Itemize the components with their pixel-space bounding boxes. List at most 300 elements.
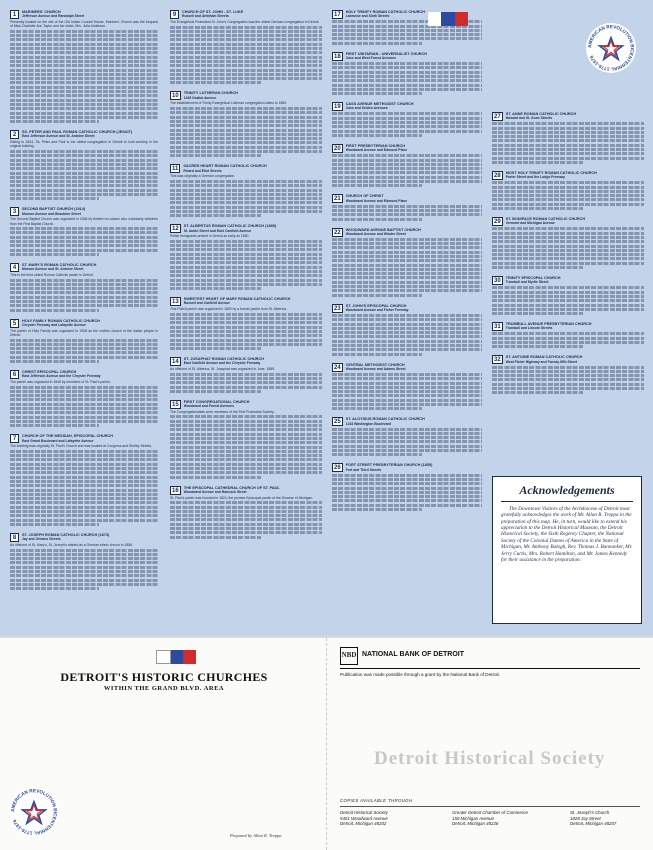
copies-heading: COPIES AVAILABLE THROUGH xyxy=(340,798,413,803)
location-name: St. Joseph's Church xyxy=(570,810,610,815)
text-line xyxy=(170,43,322,46)
text-line xyxy=(10,249,158,252)
text-line xyxy=(10,587,99,590)
text-line xyxy=(492,262,644,265)
text-line xyxy=(332,184,422,187)
text-line xyxy=(10,253,99,256)
text-line xyxy=(10,501,158,504)
text-line xyxy=(332,508,422,511)
text-line xyxy=(492,286,644,289)
text-line xyxy=(170,420,322,423)
text-line xyxy=(332,213,482,216)
church-name: ST. JOSAPHAT ROMAN CATHOLIC CHURCH xyxy=(183,357,264,362)
text-line xyxy=(170,424,322,427)
church-entry xyxy=(492,217,644,269)
text-line xyxy=(332,268,482,271)
church-description-lines xyxy=(332,373,482,410)
church-description: The parish of Holy Family was organized in 1908 as the mother church of the Italian people in Detroit. xyxy=(10,328,158,337)
church-description-lines xyxy=(492,332,644,348)
text-line xyxy=(10,514,158,517)
divider xyxy=(501,501,633,502)
church-address: Woodward Avenue and Adams Street xyxy=(345,366,406,371)
church-column-2 xyxy=(170,10,322,546)
church-entry xyxy=(170,486,322,539)
text-line xyxy=(332,403,482,406)
location-name: Greater Detroit Chamber of Commerce xyxy=(452,810,528,815)
text-line xyxy=(492,144,644,147)
church-name: TRINITY EPISCOPAL CHURCH xyxy=(505,276,561,281)
text-line xyxy=(170,531,322,534)
church-entry xyxy=(170,357,322,393)
church-number-badge: 2 xyxy=(10,130,19,139)
church-description-lines xyxy=(332,428,482,457)
text-line xyxy=(332,348,482,351)
text-line xyxy=(492,186,644,189)
church-address: Woodward Avenue and Hancock Street xyxy=(183,489,247,494)
text-line xyxy=(10,458,158,461)
text-line xyxy=(332,335,482,338)
text-line xyxy=(170,458,322,461)
church-number-badge: 29 xyxy=(494,219,501,226)
church-entry xyxy=(170,10,322,84)
text-line xyxy=(332,251,482,254)
text-line xyxy=(170,197,322,200)
text-line xyxy=(332,112,482,115)
text-line xyxy=(332,478,482,481)
text-line xyxy=(170,240,322,243)
church-description-lines xyxy=(170,313,322,350)
church-address: Fort and Third Streets xyxy=(345,467,382,472)
text-line xyxy=(332,92,422,95)
location-street: 5401 Woodward Avenue xyxy=(340,815,388,821)
text-line xyxy=(170,154,261,157)
church-entry xyxy=(332,417,482,456)
text-line xyxy=(10,120,99,123)
church-number-badge: 26 xyxy=(334,465,341,472)
sponsor-name: NATIONAL BANK OF DETROIT xyxy=(362,651,465,658)
church-address: Jefferson Avenue and Randolph Street xyxy=(22,14,85,19)
church-description-lines xyxy=(10,549,158,591)
text-line xyxy=(10,561,158,564)
text-line xyxy=(170,386,322,389)
church-entry-header xyxy=(170,297,322,306)
text-line xyxy=(332,79,482,82)
church-description-lines xyxy=(10,339,158,363)
bicentennial-emblem-icon xyxy=(585,22,637,74)
church-description-lines xyxy=(170,240,322,290)
text-line xyxy=(332,445,482,448)
text-line xyxy=(10,557,158,560)
text-line xyxy=(10,300,158,303)
text-line xyxy=(170,244,322,247)
church-entry-header xyxy=(332,194,482,203)
text-line xyxy=(492,203,644,206)
location-3 xyxy=(570,810,616,827)
text-line xyxy=(10,116,158,119)
text-line xyxy=(492,370,644,373)
church-number-badge: 3 xyxy=(10,207,19,216)
text-line xyxy=(10,566,158,569)
text-line xyxy=(170,133,322,136)
text-line xyxy=(170,77,322,80)
text-line xyxy=(492,337,644,340)
church-entry-header xyxy=(170,357,322,366)
text-line xyxy=(170,26,322,29)
church-entry-header xyxy=(492,276,644,285)
church-number-badge: 24 xyxy=(334,364,341,371)
svg-text:AMERICAN REVOLUTION BICENTENNI: AMERICAN REVOLUTION BICENTENNIAL 1776-1976 xyxy=(10,788,58,836)
church-name: CHURCH OF CHRIST xyxy=(345,194,384,199)
text-line xyxy=(332,436,482,439)
church-description-lines xyxy=(332,112,482,136)
church-entry-header xyxy=(332,463,482,472)
text-line xyxy=(332,453,422,456)
text-line xyxy=(10,574,158,577)
church-name: FORT STREET PRESBYTERIAN CHURCH (1855) xyxy=(345,463,433,468)
text-line xyxy=(492,253,644,256)
church-address: St. Aubin Street and East Canfield Avenue xyxy=(183,228,252,233)
church-name: SWEETEST HEART OF MARY ROMAN CATHOLIC CHURCH xyxy=(183,297,291,302)
church-entry-header xyxy=(332,304,482,313)
church-description-lines xyxy=(332,314,482,356)
church-name: TRUMBULL AVENUE PRESBYTERIAN CHURCH xyxy=(505,322,592,327)
text-line xyxy=(170,64,322,67)
text-line xyxy=(170,141,322,144)
church-number-badge: 25 xyxy=(334,419,341,426)
church-entry-header xyxy=(170,400,322,409)
church-entry xyxy=(10,10,158,123)
text-line xyxy=(170,463,322,466)
church-address: Monroe Avenue and St. Antoine Street xyxy=(22,267,84,272)
sponsor-note: Publication was made possible through a grant by the National Bank of Detroit. xyxy=(340,672,501,677)
text-line xyxy=(170,433,322,436)
church-address: Woodward Avenue and Edmund Place xyxy=(345,148,408,153)
church-entry xyxy=(170,164,322,217)
text-line xyxy=(332,259,482,262)
text-line xyxy=(170,214,261,217)
church-description-lines xyxy=(492,181,644,210)
church-description: Presently located on the site of the Old Indian Council House, Mariners' Church was the bequest of Miss Charlotte Ann Taylor and her sister, Mrs. Julia Anderson. xyxy=(10,20,158,29)
text-line xyxy=(170,124,322,127)
church-number-badge: 9 xyxy=(170,10,179,19)
text-line xyxy=(170,146,322,149)
text-line xyxy=(170,193,322,196)
text-line xyxy=(170,501,322,504)
church-description-lines xyxy=(332,238,482,297)
acknowledgements-title: Acknowledgements xyxy=(519,483,615,497)
text-line xyxy=(332,242,482,245)
church-name: WOODWARD AVENUE BAPTIST CHURCH xyxy=(345,227,421,232)
church-description-lines xyxy=(492,286,644,315)
church-description: Dating to 1844, Ss. Peter and Paul is the oldest congregation in Detroit to hold worship in the original building. xyxy=(10,140,158,149)
text-line xyxy=(10,38,158,41)
text-line xyxy=(332,482,482,485)
church-description-lines xyxy=(332,62,482,95)
text-line xyxy=(10,86,158,89)
text-line xyxy=(332,167,482,170)
text-line xyxy=(492,304,644,307)
text-line xyxy=(10,64,158,67)
text-line xyxy=(492,207,583,210)
text-line xyxy=(10,450,158,453)
text-line xyxy=(170,287,261,290)
text-line xyxy=(10,579,158,582)
text-line xyxy=(492,295,644,298)
text-line xyxy=(492,266,583,269)
church-entry-header xyxy=(10,319,158,328)
church-number-badge: 30 xyxy=(494,278,501,285)
text-line xyxy=(10,411,158,414)
church-address: Woodward Avenue and Fisher Freeway xyxy=(345,307,409,312)
text-line xyxy=(10,351,158,354)
flag-graphic xyxy=(156,650,196,664)
text-line xyxy=(10,360,99,363)
text-line xyxy=(10,236,158,239)
text-line xyxy=(170,248,322,251)
church-number-badge: 22 xyxy=(334,229,341,236)
text-line xyxy=(170,266,322,269)
text-line xyxy=(332,255,482,258)
text-line xyxy=(170,73,322,76)
church-description-lines xyxy=(170,501,322,538)
text-line xyxy=(170,69,322,72)
text-line xyxy=(10,167,158,170)
church-number-badge: 11 xyxy=(172,166,179,173)
church-name: THE EPISCOPAL CATHEDRAL CHURCH OF ST. PAUL xyxy=(183,485,280,490)
text-line xyxy=(492,312,583,315)
church-name: MOST HOLY TRINITY ROMAN CATHOLIC CHURCH xyxy=(505,170,597,175)
text-line xyxy=(170,326,322,329)
church-entry-header xyxy=(10,533,158,542)
text-line xyxy=(332,246,482,249)
text-line xyxy=(10,506,158,509)
church-address: Rivard and Eliot Streets xyxy=(183,168,222,173)
text-line xyxy=(10,283,158,286)
text-line xyxy=(170,107,322,110)
text-line xyxy=(10,467,158,470)
text-line xyxy=(170,257,322,260)
text-line xyxy=(170,506,322,509)
text-line xyxy=(332,323,482,326)
text-line xyxy=(170,428,322,431)
church-name: CENTRAL METHODIST CHURCH xyxy=(345,362,405,367)
church-column-1 xyxy=(10,10,158,597)
text-line xyxy=(332,440,482,443)
acknowledgements-text: The Downtown Visitors of the Archdiocese of Detroit most gratefully acknowledges the work of Mr. Allan R. Treppa in the preparation of this map. He, in turn, would like to extend his appreciation to the Detroit Historical Museum, the Detroit Historical Society, the Sixth Regency Chapter, the National Society of the Colonial Dames of America in the State of Michigan, Mr. Anthony Balogh, Rev. Thomas J. Bannanker, Mr. Jerry Curtis, Mrs. Robert Hamilton, and Mr. James Kennedy for their assistance in the preparation. xyxy=(501,505,633,564)
svg-text:AMERICAN REVOLUTION BICENTENNI: AMERICAN REVOLUTION BICENTENNIAL 1776-1976 xyxy=(587,24,635,72)
text-line xyxy=(332,353,422,356)
text-line xyxy=(332,344,482,347)
text-line xyxy=(492,341,644,344)
text-line xyxy=(170,60,322,63)
text-line xyxy=(170,437,322,440)
text-line xyxy=(10,90,158,93)
text-line xyxy=(10,51,158,54)
church-entry-header xyxy=(332,417,482,426)
text-line xyxy=(170,283,322,286)
text-line xyxy=(10,287,158,290)
text-line xyxy=(332,474,482,477)
church-description: This Polish parish was organized in 1890 by a former pastor from St. Albertus. xyxy=(170,307,288,312)
text-line xyxy=(10,416,158,419)
text-line xyxy=(10,240,158,243)
text-line xyxy=(10,154,158,157)
text-line xyxy=(10,231,158,234)
text-line xyxy=(10,77,158,80)
text-line xyxy=(170,454,322,457)
text-line xyxy=(332,318,482,321)
church-number-badge: 13 xyxy=(172,299,179,306)
text-line xyxy=(332,62,482,65)
text-line xyxy=(492,299,644,302)
text-line xyxy=(332,272,482,275)
church-description: St. Paul's parish was founded in 1824, the pioneer Episcopal parish of the Diocese of Michigan. xyxy=(170,495,314,500)
church-name: ST. ALOYSIUS ROMAN CATHOLIC CHURCH xyxy=(345,417,425,422)
text-line xyxy=(332,238,482,241)
location-city: Detroit, Michigan 48207 xyxy=(570,821,617,827)
church-description-lines xyxy=(10,450,158,526)
church-address: Monroe Avenue and Beaubien Street xyxy=(22,211,81,216)
text-line xyxy=(332,176,482,179)
church-address: Howard and St. Anne Streets xyxy=(505,116,553,121)
text-line xyxy=(492,190,644,193)
church-description-lines xyxy=(492,227,644,269)
text-line xyxy=(10,69,158,72)
church-address: Chrysler Freeway and Lafayette Avenue xyxy=(22,322,87,327)
text-line xyxy=(170,476,261,479)
text-line xyxy=(332,428,482,431)
church-number-badge: 21 xyxy=(334,196,341,203)
text-line xyxy=(10,244,158,247)
church-entry-header xyxy=(170,91,322,100)
text-line xyxy=(10,197,99,200)
text-line xyxy=(332,130,482,133)
church-entry-header xyxy=(10,263,158,272)
church-name: ST. BONIFACE ROMAN CATHOLIC CHURCH xyxy=(505,217,586,222)
church-description-lines xyxy=(170,107,322,157)
text-line xyxy=(492,245,644,248)
church-number-badge: 20 xyxy=(334,145,341,152)
watermark: Detroit Historical Society xyxy=(374,748,606,769)
church-entry-header xyxy=(332,228,482,237)
text-line xyxy=(170,527,322,530)
church-entry-header xyxy=(492,355,644,364)
text-line xyxy=(332,134,422,137)
text-line xyxy=(332,491,482,494)
church-address: East Jefferson Avenue and the Chrysler Freeway xyxy=(22,374,101,379)
church-description-lines xyxy=(332,205,482,221)
church-description: An offshoot of St. Mary's, St. Joseph's started as a German ethnic church in 1856. xyxy=(10,542,133,547)
church-name: HOLY FAMILY ROMAN CATHOLIC CHURCH xyxy=(22,318,100,323)
text-line xyxy=(10,463,158,466)
text-line xyxy=(332,88,482,91)
church-entry xyxy=(10,533,158,590)
text-line xyxy=(10,47,158,50)
text-line xyxy=(10,107,158,110)
church-description: This is the third oldest Roman Catholic parish in Detroit. xyxy=(10,272,94,277)
text-line xyxy=(332,276,482,279)
church-address: Russell and Canfield Avenue xyxy=(183,301,230,306)
church-entry-header xyxy=(10,130,158,139)
prepared-by-credit: Prepared by Allan R. Treppa xyxy=(230,833,282,838)
text-line xyxy=(492,391,583,394)
text-line xyxy=(492,374,644,377)
text-line xyxy=(170,201,322,204)
text-line xyxy=(332,390,482,393)
text-line xyxy=(492,194,644,197)
church-entry xyxy=(170,91,322,157)
church-name: FIRST UNITARIAN - UNIVERSALIST CHURCH xyxy=(345,51,428,56)
text-line xyxy=(170,129,322,132)
text-line xyxy=(332,281,482,284)
church-name: SS. PETER AND PAUL ROMAN CATHOLIC CHURCH (JESUIT) xyxy=(22,130,133,135)
text-line xyxy=(170,189,322,192)
text-line xyxy=(492,383,644,386)
church-entry xyxy=(10,370,158,427)
text-line xyxy=(10,279,158,282)
text-line xyxy=(10,489,158,492)
church-description: The building was originally St. Paul's Church and was located at Congress and Shelby Streets. xyxy=(10,444,153,449)
text-line xyxy=(10,471,158,474)
church-description-lines xyxy=(492,122,644,164)
church-address: East Grand Boulevard and Lafayette Avenue xyxy=(22,438,94,443)
text-line xyxy=(10,81,158,84)
church-entry xyxy=(332,304,482,356)
church-number-badge: 7 xyxy=(10,434,19,443)
text-line xyxy=(332,121,482,124)
text-line xyxy=(10,553,158,556)
text-line xyxy=(10,172,158,175)
text-line xyxy=(332,29,482,32)
church-description-lines xyxy=(10,279,158,312)
church-description: The Second Baptist Church was organized in 1836 by thirteen ex-slaves who voluntarily withdrew from the First Baptist Church. xyxy=(10,217,158,226)
text-line xyxy=(332,154,482,157)
text-line xyxy=(170,339,322,342)
church-column-3 xyxy=(332,10,482,518)
text-line xyxy=(10,356,158,359)
location-name: Detroit Historical Society xyxy=(340,810,388,815)
text-line xyxy=(170,56,322,59)
text-line xyxy=(10,94,158,97)
church-address: Trumbull and Lincoln Streets xyxy=(505,326,553,331)
church-description: The parish was organized in 1845 by members of St. Paul's parish. xyxy=(10,380,111,384)
church-entry-header xyxy=(492,112,644,121)
church-entry-header xyxy=(492,322,644,331)
church-entry-header xyxy=(492,217,644,226)
church-address: Vermont and Michigan Avenue xyxy=(505,221,555,226)
text-line xyxy=(332,75,482,78)
church-address: East Jefferson Avenue and St. Antoine Street xyxy=(22,134,95,139)
text-line xyxy=(10,184,158,187)
text-line xyxy=(170,441,322,444)
text-line xyxy=(332,71,482,74)
text-line xyxy=(10,189,158,192)
church-description-lines xyxy=(10,150,158,200)
church-address: Cass and West Forest Avenues xyxy=(345,56,396,61)
church-number-badge: 5 xyxy=(10,319,19,328)
church-description: The Congregationalists were members of the First Protestant Society. xyxy=(170,409,275,414)
text-line xyxy=(170,373,322,376)
church-entry xyxy=(170,297,322,350)
cover-title: DETROIT'S HISTORIC CHURCHES xyxy=(60,670,268,684)
church-entry-header xyxy=(492,171,644,180)
church-name: ST. MARY'S ROMAN CATHOLIC CHURCH xyxy=(22,262,97,267)
text-line xyxy=(170,81,261,84)
text-line xyxy=(332,159,482,162)
text-line xyxy=(492,122,644,125)
church-description: The Evangelical Protestant St. John's Congregation was the oldest German congregation in Detroit. xyxy=(170,20,320,24)
text-line xyxy=(332,399,482,402)
